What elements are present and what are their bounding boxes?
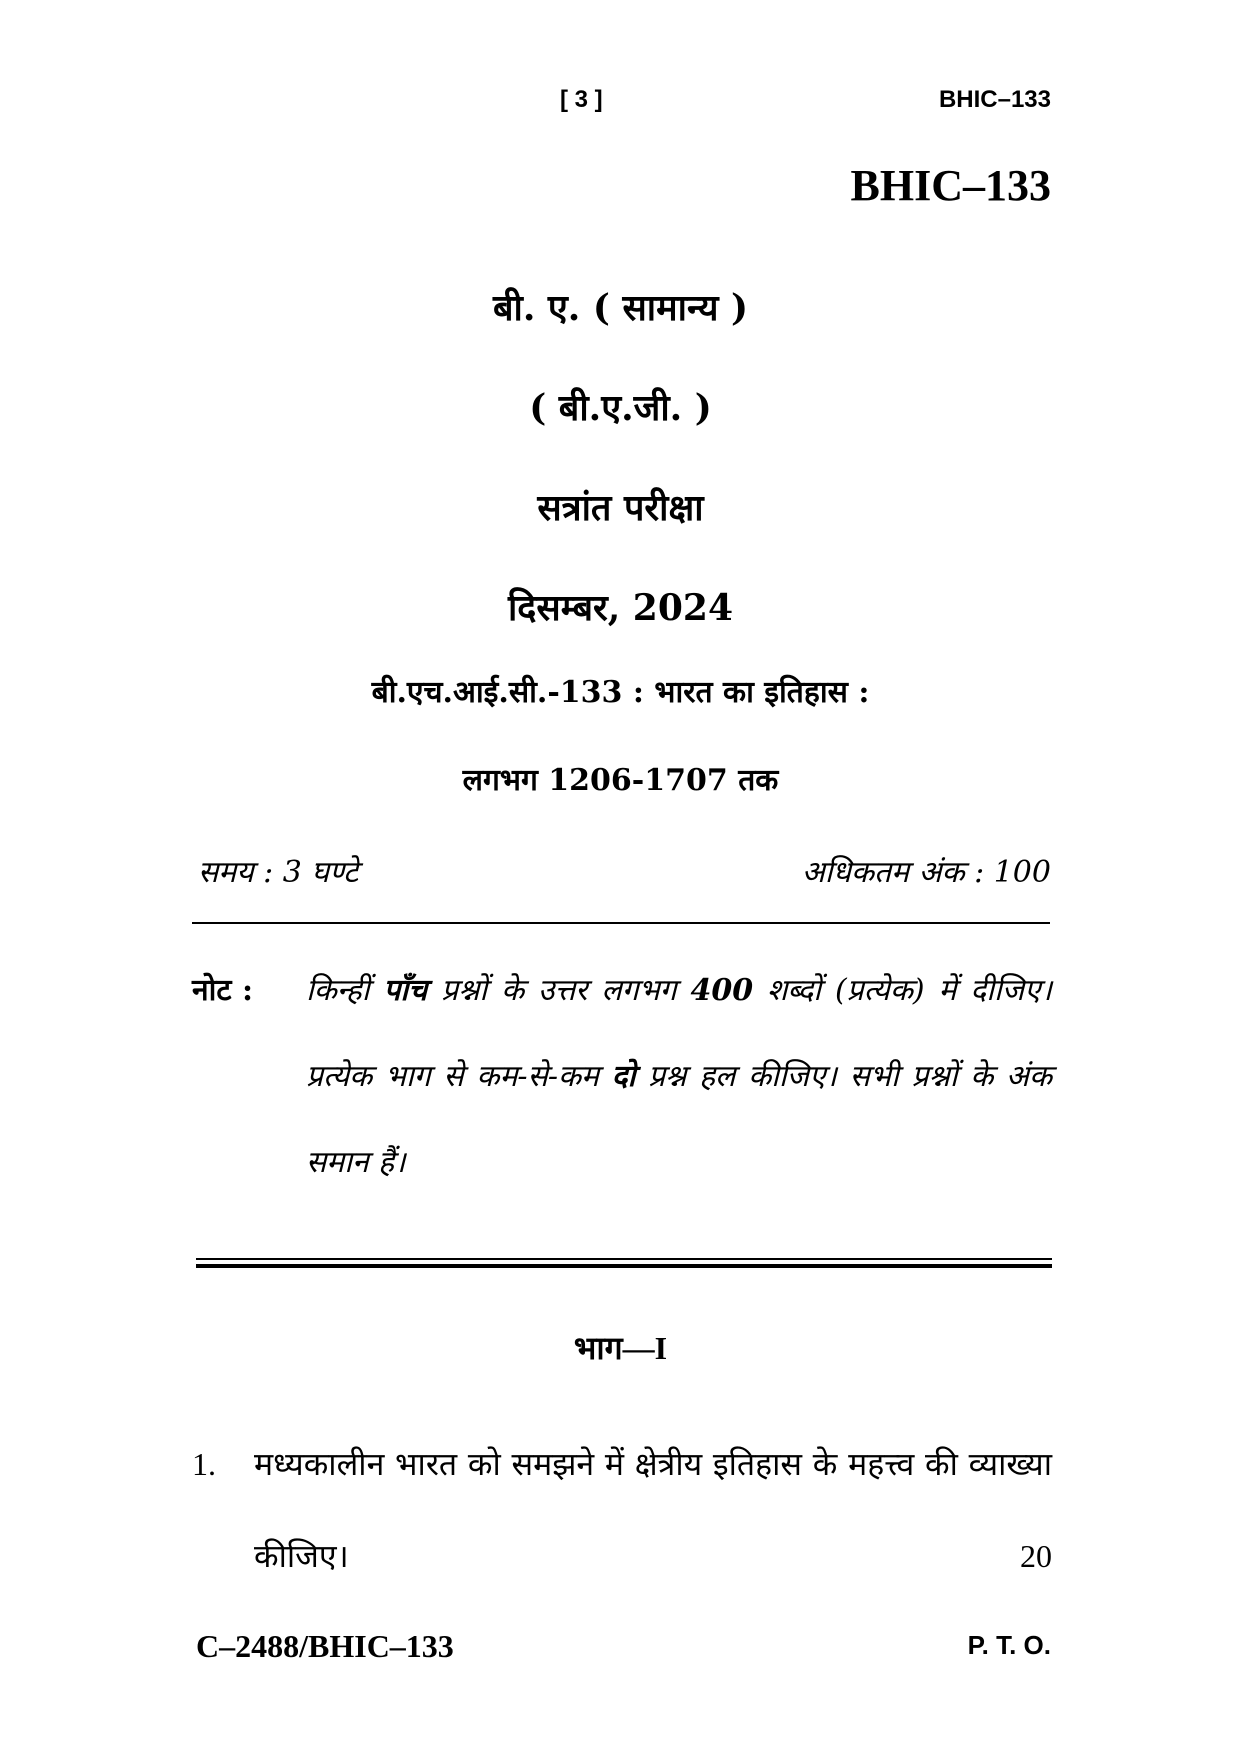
programme-abbreviation: ( बी.ए.जी. ) [529, 387, 712, 429]
footer-pto: P. T. O. [967, 1630, 1051, 1660]
note-emphasis: दो [611, 1059, 636, 1094]
paper-title-line-1: बी.एच.आई.सी.-133 : भारत का इतिहास : [371, 675, 870, 710]
divider-line [192, 922, 1050, 924]
note-label: नोट : [192, 973, 254, 1008]
note-text: प्रश्नों के उत्तर लगभग [427, 973, 691, 1008]
paper-title-line-2: लगभग 1206-1707 तक [462, 763, 779, 798]
course-code-title: BHIC–133 [850, 161, 1051, 210]
note-body [306, 948, 1052, 1206]
footer-paper-code: C–2488/BHIC–133 [196, 1628, 454, 1664]
double-rule-bottom [196, 1264, 1052, 1268]
question-body [254, 1418, 1052, 1602]
question-item [192, 1418, 1052, 1602]
exam-type: सत्रांत परीक्षा [537, 487, 704, 529]
note-text: प्रश्न हल कीजिए। सभी प्रश्नों के अंक समान हैं। [306, 1059, 1052, 1180]
question-marks: 20 [1020, 1538, 1052, 1574]
instructions-note [192, 948, 1052, 1206]
double-rule-top [196, 1258, 1052, 1260]
exam-time: समय : 3 घण्टे [198, 855, 359, 890]
exam-session: दिसम्बर, 2024 [507, 587, 734, 629]
question-text: मध्यकालीन भारत को समझने में क्षेत्रीय इतिहास के महत्त्व की व्याख्या कीजिए। [254, 1446, 1052, 1574]
max-marks: अधिकतम अंक : 100 [801, 855, 1051, 890]
running-header-code: BHIC–133 [938, 86, 1051, 113]
page-number: [ 3 ] [560, 86, 603, 113]
question-number: 1. [192, 1446, 216, 1482]
note-emphasis: 400 [690, 973, 754, 1008]
programme-title: बी. ए. ( सामान्य ) [492, 287, 749, 329]
note-emphasis: पाँच [383, 973, 428, 1008]
note-text: किन्हीं [306, 973, 384, 1008]
note-text: शब्दों (प्रत्येक) में दीजिए। प्रत्येक भाग से कम-से-कम [306, 973, 1052, 1094]
section-title: भाग—I [573, 1330, 668, 1366]
